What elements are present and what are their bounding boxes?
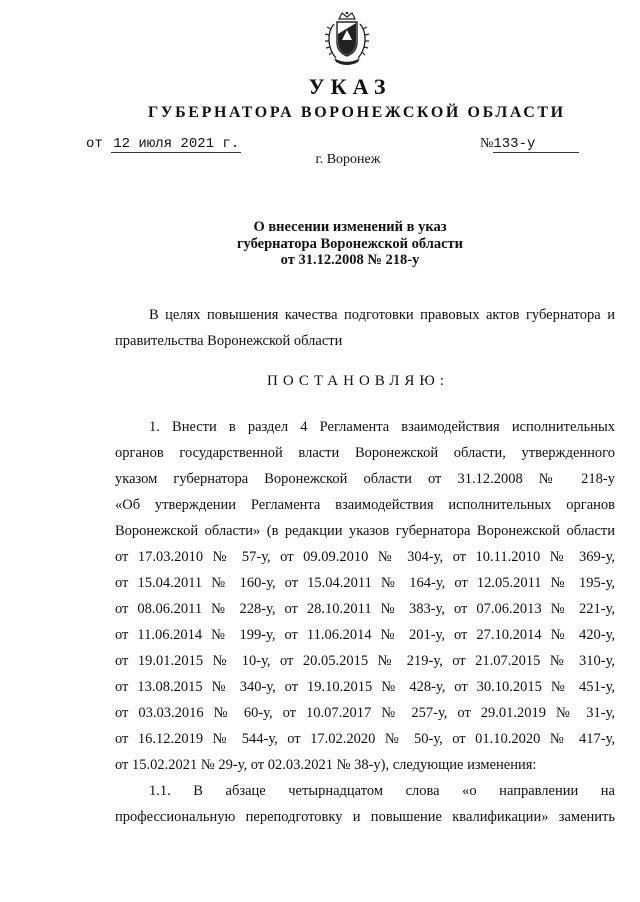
- text-line: от 17.03.2010 № 57-у, от 09.09.2010 № 304-у, от 10.11.2010 № 369-у,: [115, 549, 615, 565]
- text-line: Воронежской области» (в редакции указов губернатора Воронежской области: [115, 523, 615, 539]
- date-line: [86, 136, 241, 153]
- text-line: от 15.04.2011 № 160-у, от 15.04.2011 № 164-у, от 12.05.2011 № 195-у,: [115, 575, 615, 591]
- preamble-paragraph-end: [115, 328, 615, 354]
- text-line: правительства Воронежской области: [115, 333, 343, 349]
- text-line: профессиональную переподготовку и повышение квалификации» заменить: [115, 809, 615, 825]
- text-line: от 11.06.2014 № 199-у, от 11.06.2014 № 201-у, от 27.10.2014 № 420-у,: [115, 627, 615, 643]
- item-1-paragraph: [115, 414, 615, 752]
- subject-line: от 31.12.2008 № 218-у: [280, 252, 420, 268]
- decree-number: 133-у: [493, 137, 579, 153]
- resolution-word: ПОСТАНОВЛЯЮ:: [267, 373, 449, 389]
- issuer-title: ГУБЕРНАТОРА ВОРОНЕЖСКОЙ ОБЛАСТИ: [148, 104, 566, 121]
- text-line: от 13.08.2015 № 340-у, от 19.10.2015 № 428-у, от 30.10.2015 № 451-у,: [115, 679, 615, 695]
- number-prefix: №: [480, 136, 494, 151]
- text-line: «Об утверждении Регламента взаимодействия исполнительных органов: [115, 497, 615, 513]
- text-line: от 16.12.2019 № 544-у, от 17.02.2020 № 50-у, от 01.10.2020 № 417-у,: [115, 731, 615, 747]
- number-line: [480, 136, 579, 153]
- date-prefix: от: [86, 136, 103, 152]
- text-line: органов государственной власти Воронежской области, утвержденного: [115, 445, 615, 461]
- city: г. Воронеж: [315, 152, 381, 167]
- text-line: от 03.03.2016 № 60-у, от 10.07.2017 № 257-у, от 29.01.2019 № 31-у,: [115, 705, 615, 721]
- item-1-paragraph-end: [115, 752, 615, 778]
- text-line: от 08.06.2011 № 228-у, от 28.10.2011 № 383-у, от 07.06.2013 № 221-у,: [115, 601, 615, 617]
- text-line: 1.1. В абзаце четырнадцатом слова «о направлении на: [149, 783, 615, 799]
- item-1: [115, 414, 615, 778]
- item-1-1-paragraph: [115, 778, 615, 830]
- text-line: от 19.01.2015 № 10-у, от 20.05.2015 № 219-у, от 21.07.2015 № 310-у,: [115, 653, 615, 669]
- decree-subject: [200, 219, 500, 269]
- text-line: указом губернатора Воронежской области от 31.12.2008 № 218-у: [115, 471, 615, 487]
- text-line: В целях повышения качества подготовки правовых актов губернатора и: [149, 307, 615, 323]
- preamble-paragraph: [115, 302, 615, 328]
- text-line: 1. Внести в раздел 4 Регламента взаимодействия исполнительных: [149, 419, 615, 435]
- subject-line: О внесении изменений в указ: [253, 219, 447, 235]
- subject-line: губернатора Воронежской области: [236, 235, 464, 252]
- coat-of-arms-icon: [322, 10, 372, 70]
- document-type-title: УКАЗ: [308, 74, 392, 99]
- text-line: от 15.02.2021 № 29-у, от 02.03.2021 № 38-у), следующие изменения:: [115, 757, 537, 773]
- item-1-1: [115, 778, 615, 830]
- decree-date: 12 июля 2021 г.: [113, 136, 240, 152]
- preamble: [115, 302, 615, 354]
